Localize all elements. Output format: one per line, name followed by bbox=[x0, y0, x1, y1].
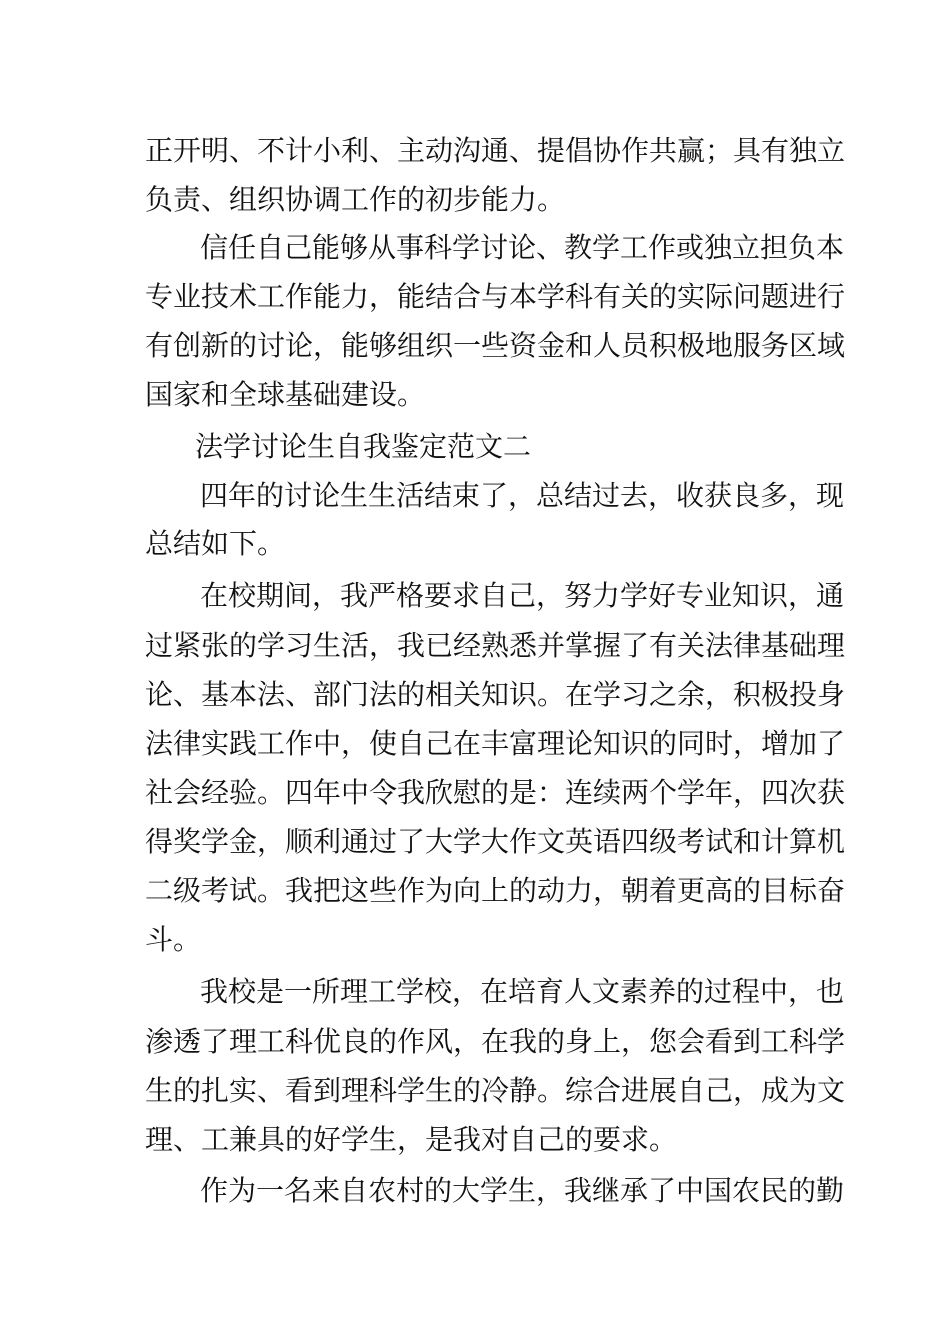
text-line: 专业技术工作能力，能结合与本学科有关的实际问题进行 bbox=[145, 280, 846, 313]
text-line: 正开明、不计小利、主动沟通、提倡协作共赢；具有独立 bbox=[145, 134, 846, 167]
text-line: 渗透了理工科优良的作风，在我的身上，您会看到工科学 bbox=[145, 1025, 846, 1058]
text-line: 理、工兼具的好学生，是我对自己的要求。 bbox=[145, 1123, 678, 1156]
text-line: 过紧张的学习生活，我已经熟悉并掌握了有关法律基础理 bbox=[145, 629, 846, 662]
text-line: 负责、组织协调工作的初步能力。 bbox=[145, 183, 566, 216]
text-line: 社会经验。四年中令我欣慰的是：连续两个学年，四次获 bbox=[145, 776, 846, 809]
text-line: 有创新的讨论，能够组织一些资金和人员积极地服务区域 bbox=[145, 329, 846, 362]
section-heading: 法学讨论生自我鉴定范文二 bbox=[195, 430, 532, 463]
text-line: 法律实践工作中，使自己在丰富理论知识的同时，增加了 bbox=[145, 727, 846, 760]
text-line: 生的扎实、看到理科学生的冷静。综合进展自己，成为文 bbox=[145, 1074, 846, 1107]
paragraph-first-line: 信任自己能够从事科学讨论、教学工作或独立担负本 bbox=[200, 231, 845, 264]
paragraph-first-line: 在校期间，我严格要求自己，努力学好专业知识，通 bbox=[200, 579, 845, 612]
text-line: 得奖学金，顺利通过了大学大作文英语四级考试和计算机 bbox=[145, 825, 846, 858]
text-line: 国家和全球基础建设。 bbox=[145, 378, 426, 411]
paragraph-first-line: 作为一名来自农村的大学生，我继承了中国农民的勤 bbox=[200, 1174, 845, 1207]
text-line: 斗。 bbox=[145, 923, 202, 956]
text-line: 论、基本法、部门法的相关知识。在学习之余，积极投身 bbox=[145, 678, 846, 711]
text-line: 总结如下。 bbox=[145, 527, 286, 560]
text-line: 二级考试。我把这些作为向上的动力，朝着更高的目标奋 bbox=[145, 874, 846, 907]
paragraph-first-line: 我校是一所理工学校，在培育人文素养的过程中，也 bbox=[200, 975, 845, 1008]
paragraph-first-line: 四年的讨论生生活结束了，总结过去，收获良多，现 bbox=[200, 479, 845, 512]
